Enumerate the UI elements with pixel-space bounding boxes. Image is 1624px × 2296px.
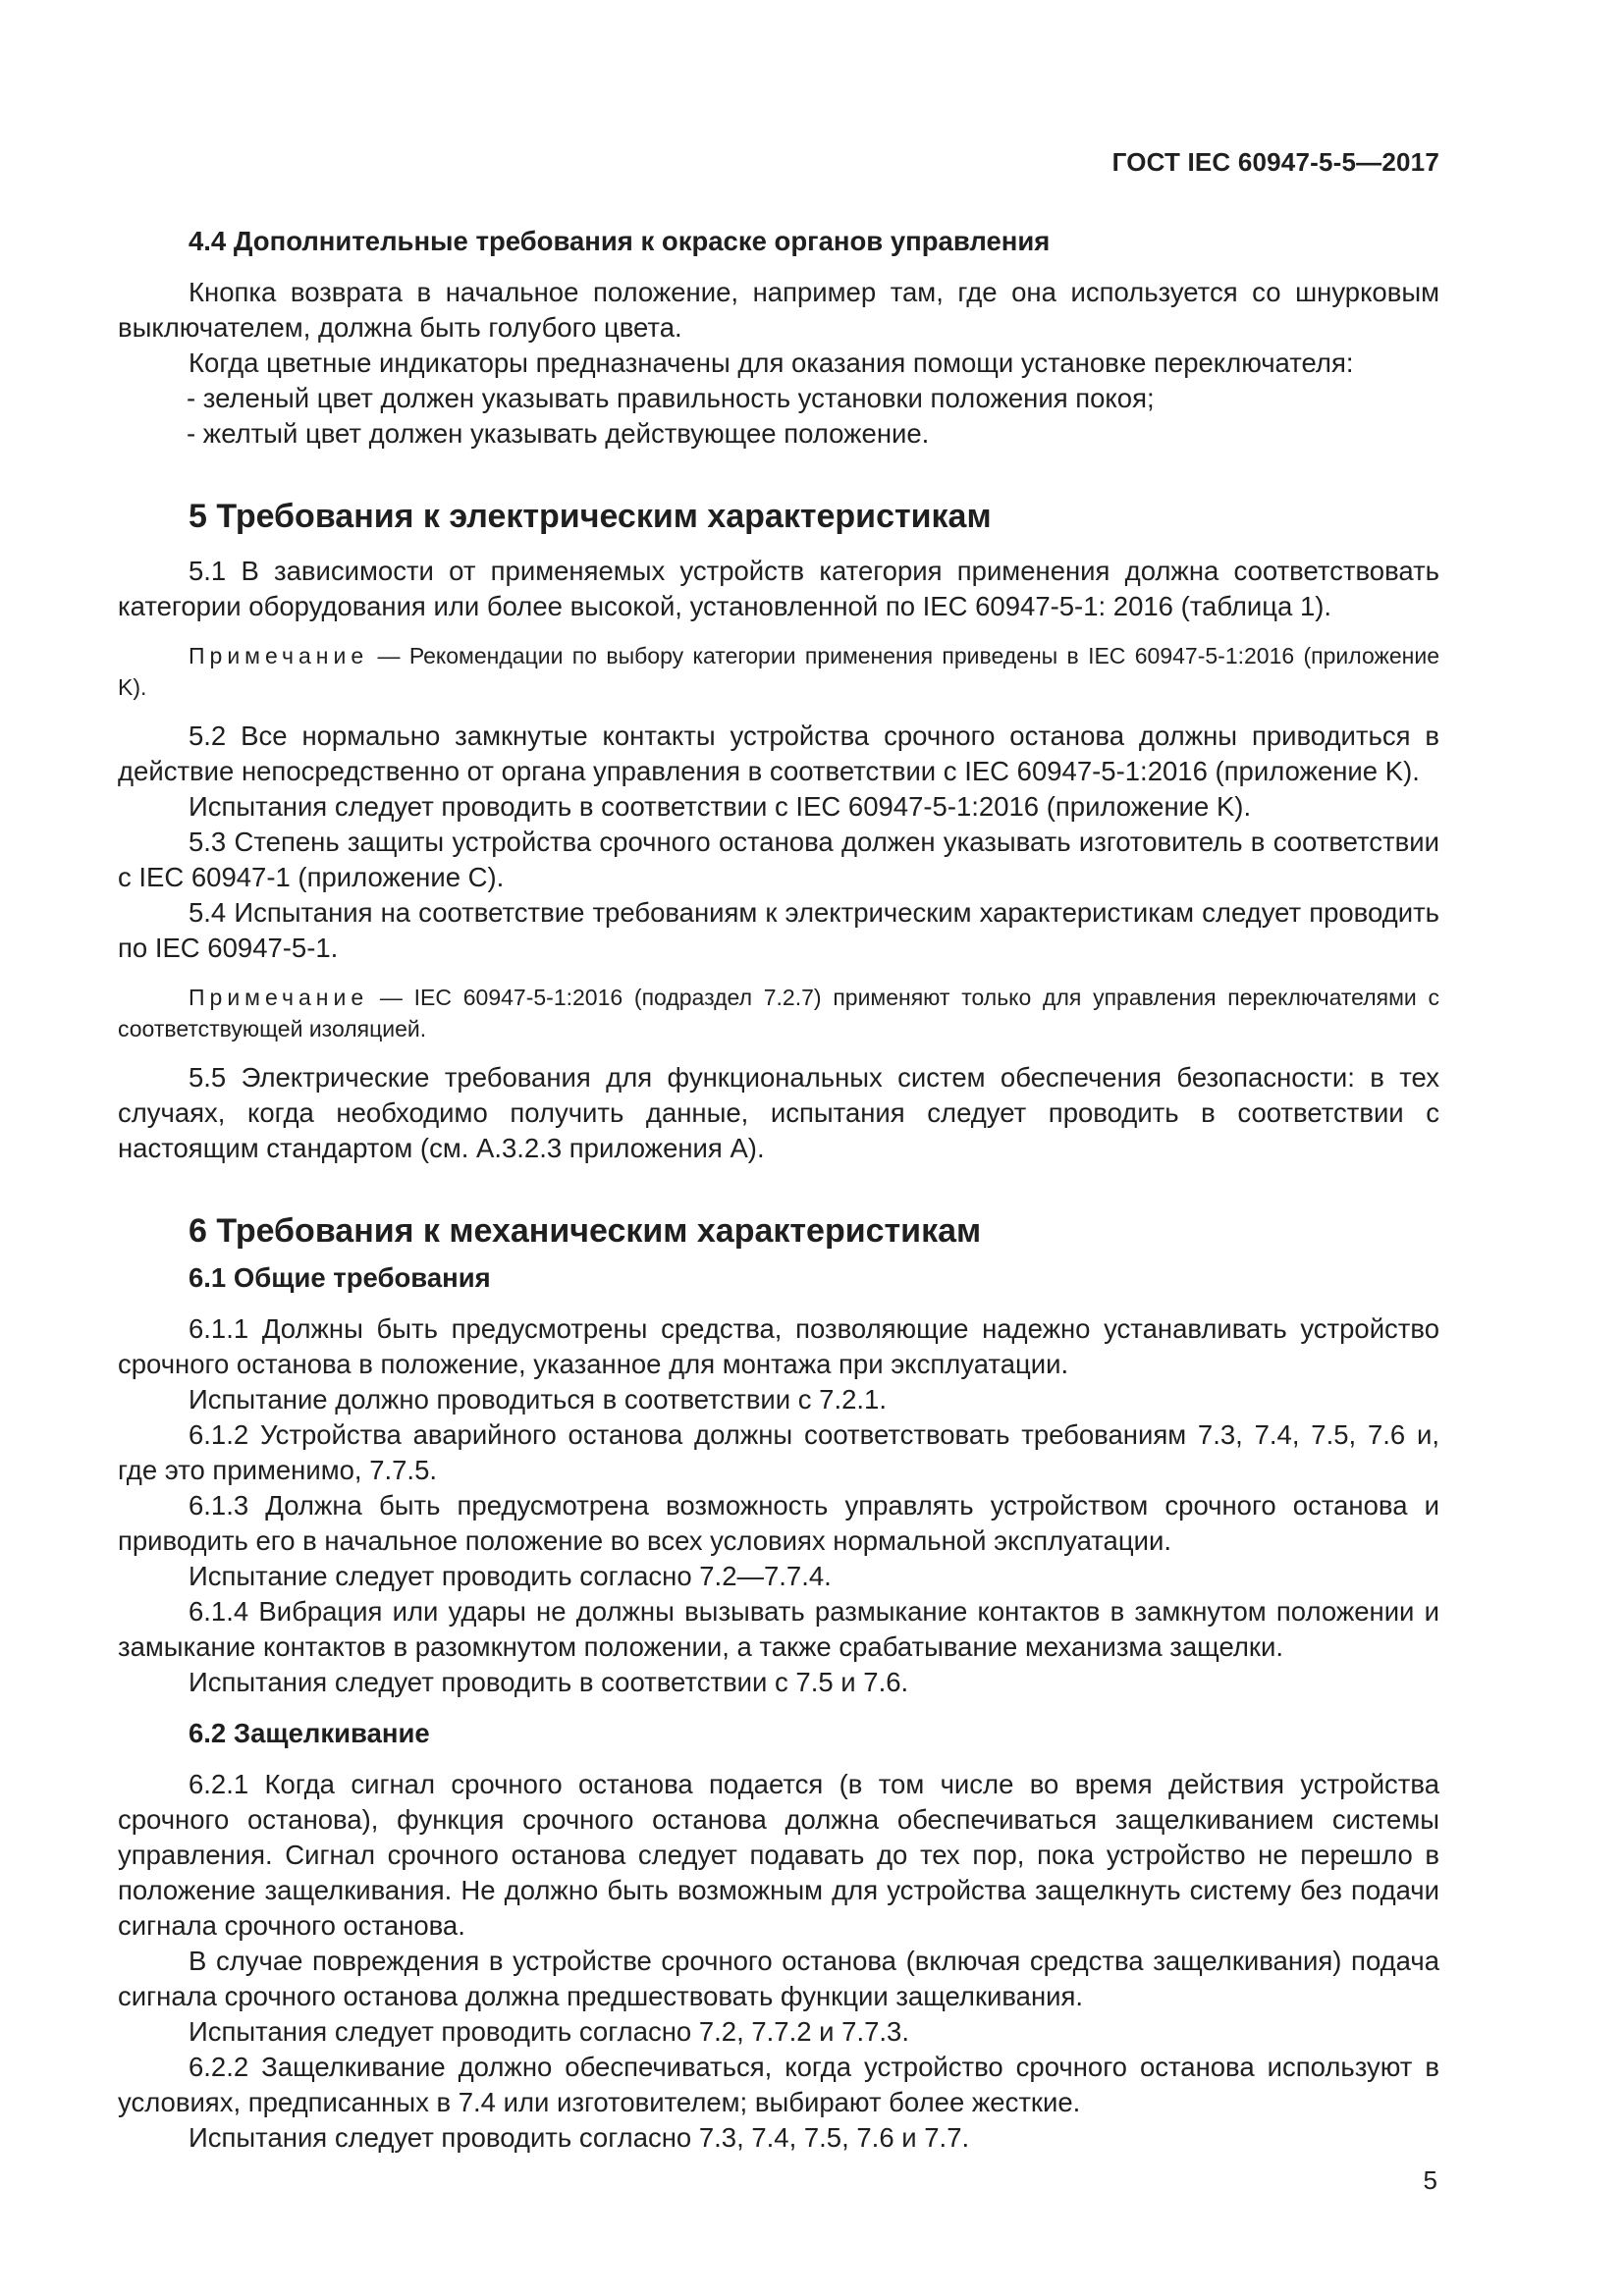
note (118, 982, 1439, 1044)
note (118, 640, 1439, 703)
paragraph: 5.1 В зависимости от применяемых устройств категория применения должна соответствовать категории оборудования или более высокой, установленной по IEC 60947-5-1: 2016 (таблица 1). (118, 556, 1439, 621)
list-item: - зеленый цвет должен указывать правильность установки положения покоя; (187, 383, 1155, 413)
paragraph: Испытание должно проводиться в соответствии с 7.2.1. (189, 1384, 887, 1415)
paragraph: 5.5 Электрические требования для функциональных систем обеспечения безопасности: в тех случаях, когда необходимо получить данные, испытания следует проводить в соответствии с настоящим стандартом (см. A.3.2.3 приложения A). (118, 1062, 1439, 1163)
note-text: — Рекомендации по выбору категории применения приведены в IEC 60947-5-1:2016 (приложение K). (118, 643, 1439, 700)
note-label: Примечание (189, 643, 369, 668)
paragraph: Испытания следует проводить в соответствии с 7.5 и 7.6. (189, 1667, 909, 1697)
paragraph: Испытания следует проводить согласно 7.2, 7.7.2 и 7.7.3. (189, 2016, 909, 2047)
note-text: — IEC 60947-5-1:2016 (подраздел 7.2.7) применяют только для управления переключателями с соответствующей изоляцией. (118, 985, 1439, 1041)
paragraph: Испытания следует проводить в соответствии с IEC 60947-5-1:2016 (приложение K). (189, 791, 1252, 822)
paragraph: Испытания следует проводить согласно 7.3, 7.4, 7.5, 7.6 и 7.7. (189, 2122, 970, 2153)
paragraph: В случае повреждения в устройстве срочного останова (включая средства защелкивания) подача сигнала срочного останова должна предшествовать функции защелкивания. (118, 1946, 1439, 2011)
paragraph: 6.2.2 Защелкивание должно обеспечиваться, когда устройство срочного останова используют в условиях, предписанных в 7.4 или изготовителем; выбирают более жесткие. (118, 2052, 1439, 2117)
paragraph: Испытание следует проводить согласно 7.2—7.7.4. (189, 1561, 832, 1591)
page-number: 5 (1423, 2165, 1437, 2195)
paragraph: 6.1.1 Должны быть предусмотрены средства, позволяющие надежно устанавливать устройство срочного останова в положение, указанное для монтажа при эксплуатации. (118, 1313, 1439, 1379)
note-label: Примечание (189, 985, 369, 1010)
paragraph: 6.1.4 Вибрация или удары не должны вызывать размыкание контактов в замкнутом положении и замыкание контактов в разомкнутом положении, а также срабатывание механизма защелки. (118, 1596, 1439, 1662)
paragraph: Кнопка возврата в начальное положение, например там, где она используется со шнурковым выключателем, должна быть голубого цвета. (118, 277, 1439, 343)
section-5-title: 5 Требования к электрическим характеристикам (189, 498, 992, 535)
paragraph: Когда цветные индикаторы предназначены для оказания помощи установке переключателя: (189, 347, 1354, 378)
list-item: - желтый цвет должен указывать действующее положение. (187, 418, 930, 449)
section-4-4-title: 4.4 Дополнительные требования к окраске органов управления (189, 226, 1051, 256)
paragraph: 6.2.1 Когда сигнал срочного останова подается (в том числе во время действия устройства срочного останова), функция срочного останова должна обеспечиваться защелкиванием системы управления. Сигнал срочного останова следует подавать до тех пор, пока устройство не перешло в положение защелкивания. Не должно быть возможным для устройства защелкнуть систему без подачи сигнала срочного останова. (118, 1769, 1439, 1941)
section-6-1-title: 6.1 Общие требования (189, 1262, 491, 1293)
paragraph: 5.2 Все нормально замкнутые контакты устройства срочного останова должны приводиться в действие непосредственно от органа управления в соответствии с IEC 60947-5-1:2016 (приложение K). (118, 721, 1439, 786)
paragraph: 5.3 Степень защиты устройства срочного останова должен указывать изготовитель в соответствии с IEC 60947-1 (приложение C). (118, 827, 1439, 892)
section-6-title: 6 Требования к механическим характеристикам (189, 1212, 982, 1250)
paragraph: 6.1.3 Должна быть предусмотрена возможность управлять устройством срочного останова и приводить его в начальное положение во всех условиях нормальной эксплуатации. (118, 1490, 1439, 1556)
section-6-2-title: 6.2 Защелкивание (189, 1718, 430, 1748)
page-content (118, 224, 1439, 2156)
paragraph: 5.4 Испытания на соответствие требованиям к электрическим характеристикам следует проводить по IEC 60947-5-1. (118, 897, 1439, 963)
paragraph: 6.1.2 Устройства аварийного останова должны соответствовать требованиям 7.3, 7.4, 7.5, 7.6 и, где это применимо, 7.7.5. (118, 1419, 1439, 1485)
document-header: ГОСТ IEC 60947-5-5—2017 (1111, 147, 1439, 177)
